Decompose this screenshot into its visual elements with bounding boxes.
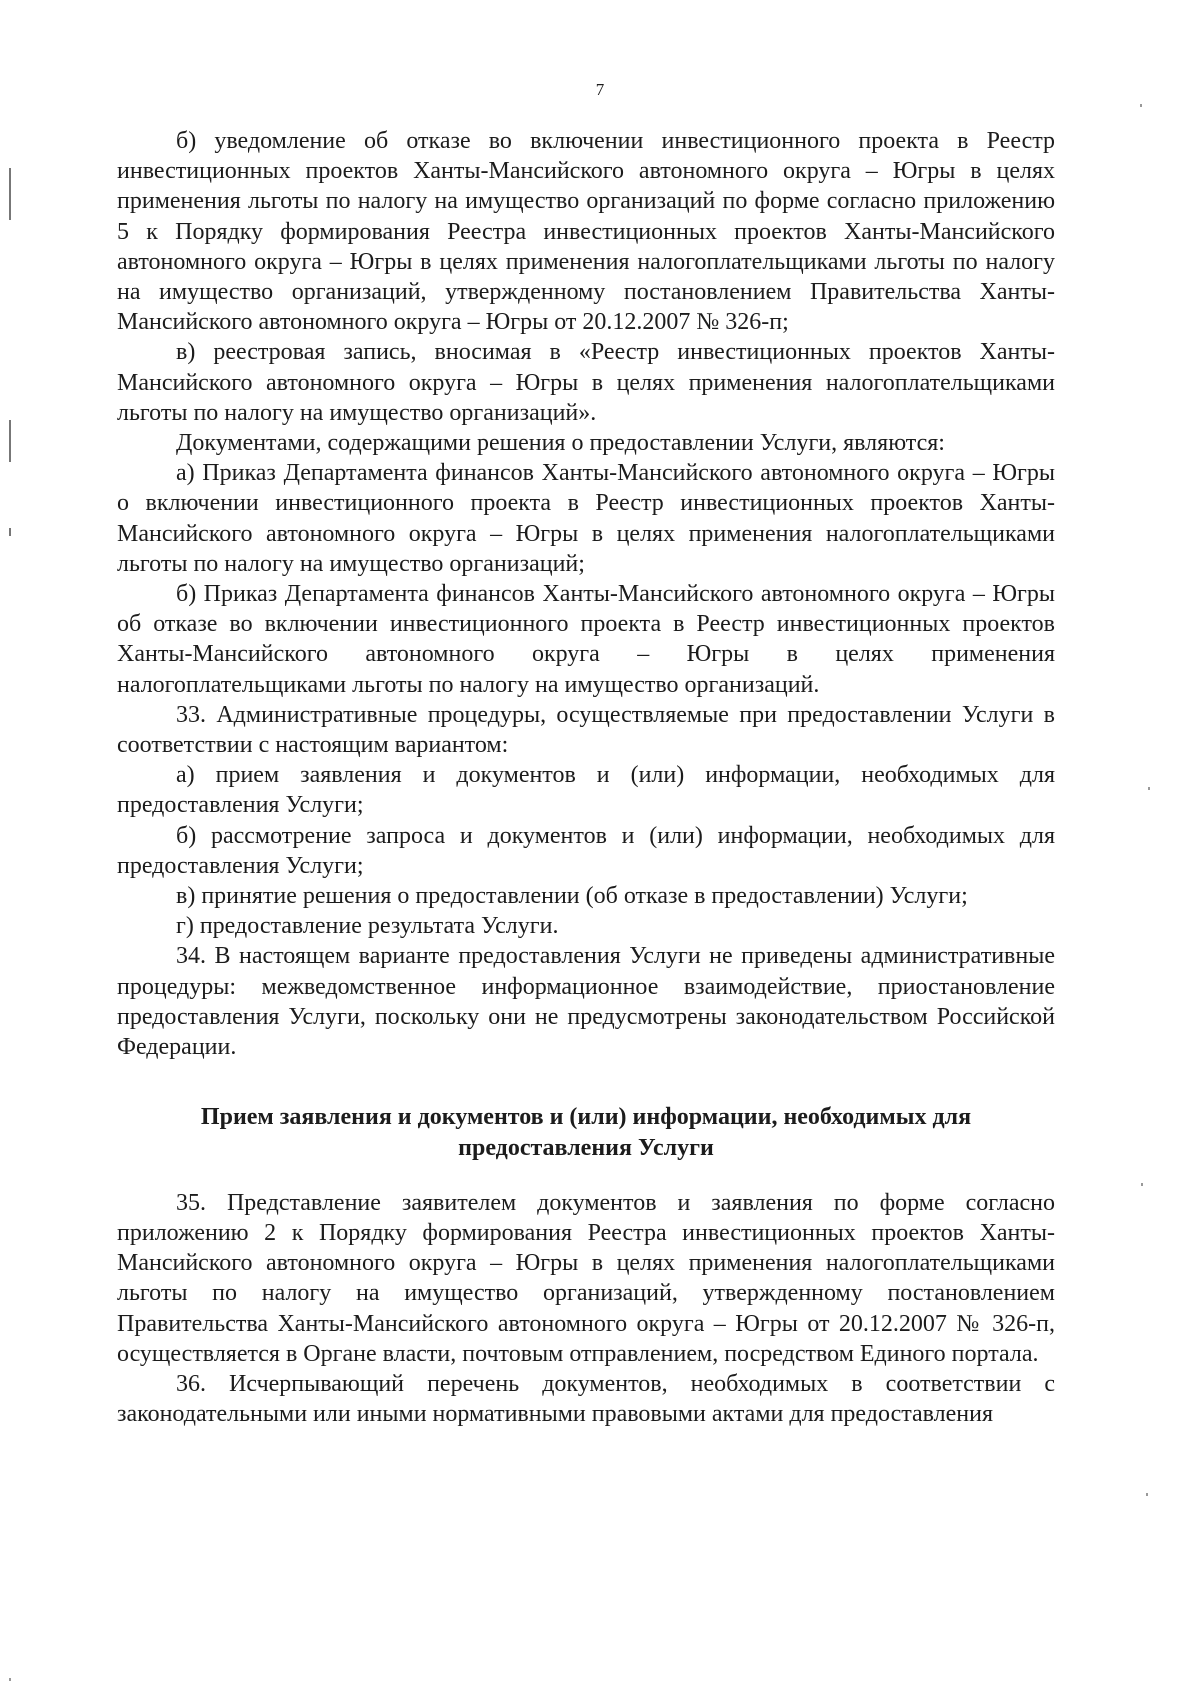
paragraph-registry-entry: в) реестровая запись, вносимая в «Реестр инвестиционных проектов Ханты-Мансийского автономного округа – Югры в целях применения налогоплательщиками льготы по налогу на имущество организаций». [117,339,1055,426]
paragraph-item-36: 36. Исчерпывающий перечень документов, необходимых в соответствии с законодательными или иными нормативными правовыми актами для предоставления [117,1370,1055,1428]
page-number: 7 [595,80,605,99]
document-body [117,126,1055,1429]
section-heading: Прием заявления и документов и (или) информации, необходимых для предоставления Услуги [200,1104,972,1161]
paragraph-decision-documents: Документами, содержащими решения о предоставлении Услуги, являются: [176,430,945,457]
paragraph-notice-refusal: б) уведомление об отказе во включении инвестиционного проекта в Реестр инвестиционных проектов Ханты-Мансийского автономного округа – Югры в целях применения льготы по налогу на имущество организаций по форме согласно приложению 5 к Порядку формирования Реестра инвестиционных проектов Ханты-Мансийского автономного округа – Югры в целях применения налогоплательщиками льготы по налогу на имущество организаций, утвержденному постановлением Правительства Ханты-Мансийского автономного округа – Югры от 20.12.2007 № 326-п; [117,128,1055,336]
scan-margin-mark [9,168,11,220]
paragraph-item-33a: а) прием заявления и документов и (или) информации, необходимых для предоставления Услуги; [117,762,1055,819]
scan-speck [1141,1183,1143,1186]
paragraph-order-refusal: б) Приказ Департамента финансов Ханты-Мансийского автономного округа – Югры об отказе во включении инвестиционного проекта в Реестр инвестиционных проектов Ханты-Мансийского автономного округа – Югры в целях применения налогоплательщиками льготы по налогу на имущество организаций. [117,581,1055,698]
scan-speck [1146,1493,1148,1496]
scan-margin-mark [9,528,11,536]
paragraph-item-33: 33. Административные процедуры, осуществляемые при предоставлении Услуги в соответствии с настоящим вариантом: [117,701,1055,759]
scan-speck [1140,104,1142,107]
paragraph-item-33d: г) предоставление результата Услуги. [176,913,559,940]
scan-speck [1148,787,1150,790]
paragraph-item-34: 34. В настоящем варианте предоставления Услуги не приведены административные процедуры: межведомственное информационное взаимодействие, приостановление предоставления Услуги, поскольку они не предусмотрены законодательством Российской Федерации. [117,943,1055,1061]
paragraph-item-33b: б) рассмотрение запроса и документов и (или) информации, необходимых для предоставления Услуги; [117,822,1055,879]
scan-speck [9,1678,11,1681]
paragraph-item-33c: в) принятие решения о предоставлении (об отказе в предоставлении) Услуги; [176,883,968,910]
paragraph-order-inclusion: а) Приказ Департамента финансов Ханты-Мансийского автономного округа – Югры о включении инвестиционного проекта в Реестр инвестиционных проектов Ханты-Мансийского автономного округа – Югры в целях применения налогоплательщиками льготы по налогу на имущество организаций; [117,460,1055,577]
paragraph-item-35: 35. Представление заявителем документов и заявления по форме согласно приложению 2 к Порядку формирования Реестра инвестиционных проектов Ханты-Мансийского автономного округа – Югры в целях применения налогоплательщиками льготы по налогу на имущество организаций, утвержденному постановлением Правительства Ханты-Мансийского автономного округа – Югры от 20.12.2007 № 326-п, осуществляется в Органе власти, почтовым отправлением, посредством Единого портала. [117,1189,1055,1367]
scan-margin-mark [9,420,11,462]
